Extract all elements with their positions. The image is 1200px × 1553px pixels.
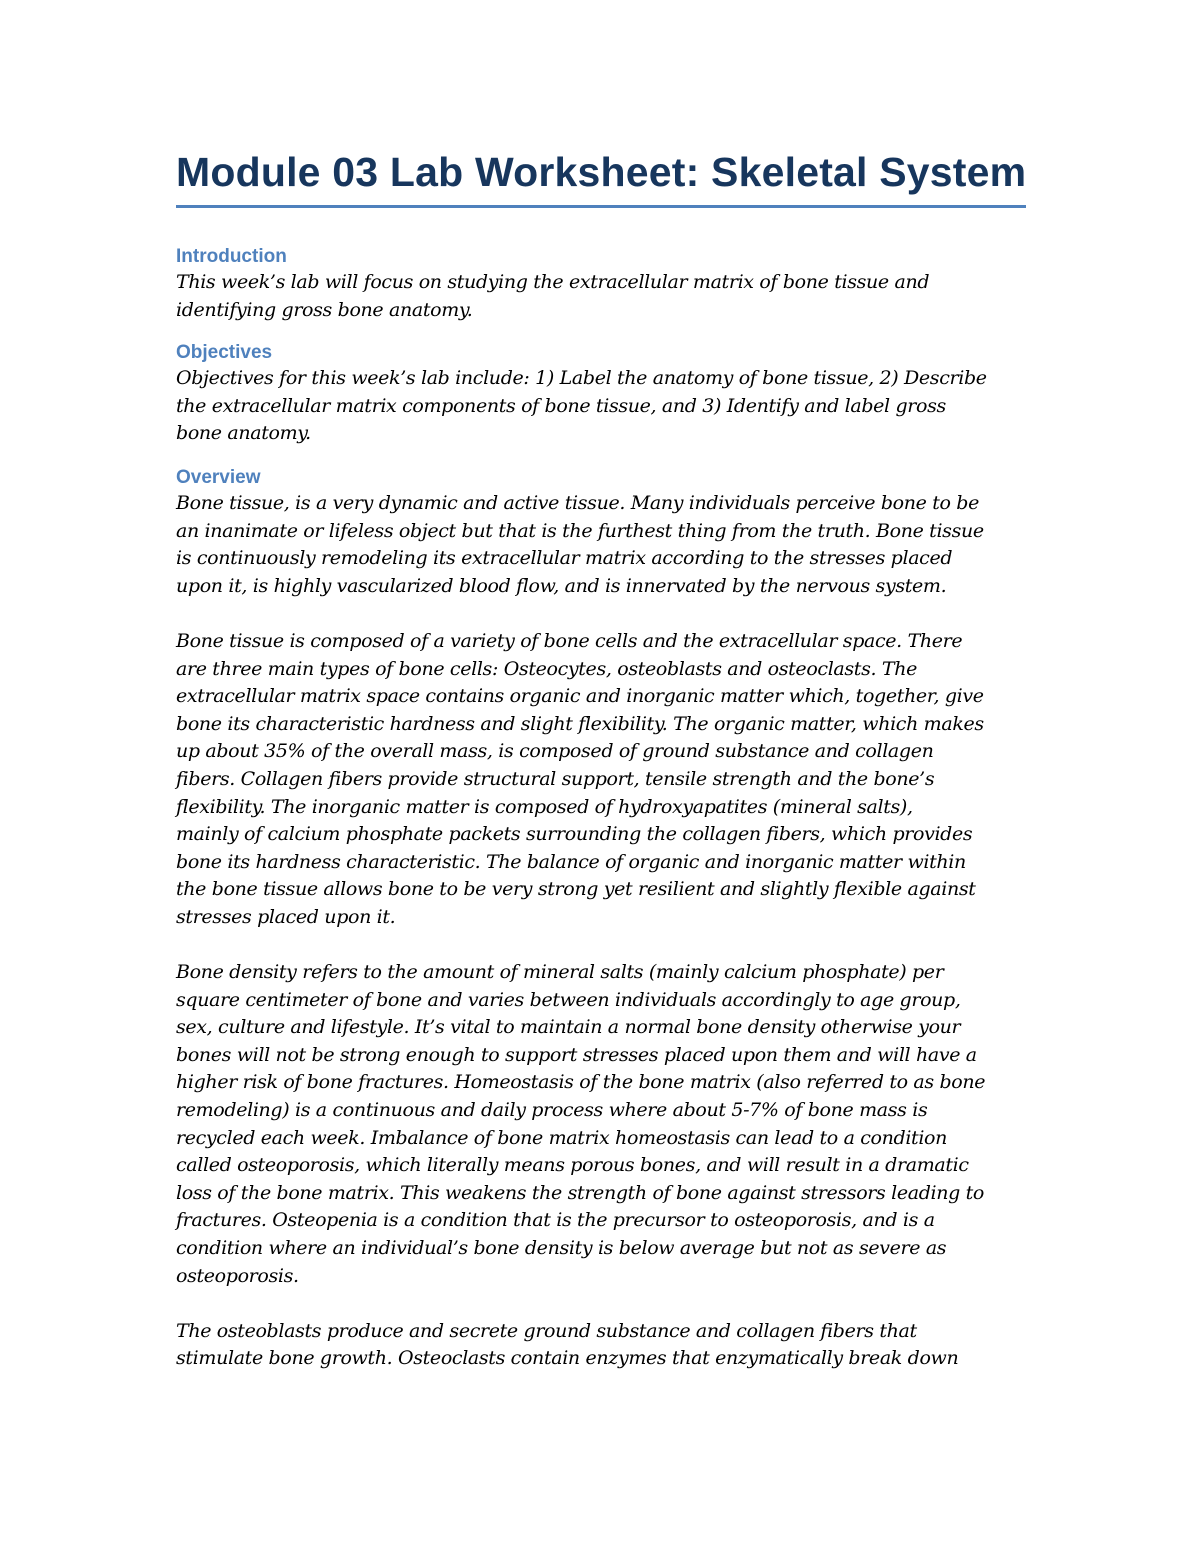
text-line: mainly of calcium phosphate packets surrounding the collagen fibers, which provides [176,823,973,846]
introduction-paragraph [176,269,1026,324]
text-line: fibers. Collagen fibers provide structural support, tensile strength and the bone’s [176,767,935,790]
text-line: sex, culture and lifestyle. It’s vital to maintain a normal bone density otherwise your [176,1016,961,1039]
text-line: Bone tissue, is a very dynamic and active tissue. Many individuals perceive bone to be [176,491,979,514]
text-line: up about 35% of the overall mass, is composed of ground substance and collagen [176,740,934,763]
introduction-section [176,245,1026,324]
text-line: called osteoporosis, which literally means porous bones, and will result in a dramatic [176,1154,969,1177]
overview-section [176,466,1026,1373]
overview-paragraph-3 [176,959,1026,1290]
text-line: flexibility. The inorganic matter is composed of hydroxyapatites (mineral salts), [176,795,913,818]
text-line: bone anatomy. [176,422,311,445]
introduction-heading: Introduction [176,246,287,267]
overview-paragraph-1 [176,490,1026,600]
document-page [176,148,1026,1373]
text-line: are three main types of bone cells: Osteocytes, osteoblasts and osteoclasts. The [176,657,917,680]
text-line: Bone tissue is composed of a variety of bone cells and the extracellular space. There [176,629,963,652]
text-line: condition where an individual’s bone density is below average but not as severe as [176,1237,947,1259]
objectives-section [176,341,1026,448]
text-line: Objectives for this week’s lab include: 1) Label the anatomy of bone tissue, 2) Describe [176,367,987,390]
text-line: an inanimate or lifeless object but that is the furthest thing from the truth. Bone tissue [176,519,984,542]
text-line: upon it, is highly vascularized blood flow, and is innervated by the nervous system. [176,574,947,597]
text-line: higher risk of bone fractures. Homeostasis of the bone matrix (also referred to as bone [176,1071,986,1094]
text-line: Bone density refers to the amount of mineral salts (mainly calcium phosphate) per [176,961,944,984]
text-line: fractures. Osteopenia is a condition that is the precursor to osteoporosis, and is a [176,1209,935,1232]
text-line: the extracellular matrix components of bone tissue, and 3) Identify and label gross [176,394,946,417]
text-line: identifying gross bone anatomy. [176,298,473,321]
overview-paragraph-2 [176,628,1026,932]
overview-paragraph-4 [176,1318,1026,1373]
objectives-heading: Objectives [176,342,273,364]
text-line: loss of the bone matrix. This weakens the strength of bone against stressors leading to [176,1181,985,1204]
text-line: The osteoblasts produce and secrete ground substance and collagen fibers that [176,1319,917,1342]
text-line: extracellular matrix space contains organic and inorganic matter which, together, give [176,685,984,708]
text-line: stresses placed upon it. [176,905,396,928]
text-line: bone its characteristic hardness and slight flexibility. The organic matter, which makes [176,712,984,735]
text-line: square centimeter of bone and varies between individuals accordingly to age group, [176,988,961,1011]
document-title: Module 03 Lab Worksheet: Skeletal System [176,149,1027,195]
text-line: This week’s lab will focus on studying the extracellular matrix of bone tissue and [176,271,930,293]
text-line: the bone tissue allows bone to be very strong yet resilient and slightly flexible against [176,878,976,901]
text-line: osteoporosis. [176,1264,299,1287]
text-line: bones will not be strong enough to support stresses placed upon them and will have a [176,1043,977,1066]
text-line: recycled each week. Imbalance of bone matrix homeostasis can lead to a condition [176,1126,948,1149]
title-underline-rule [176,205,1026,208]
text-line: bone its hardness characteristic. The balance of organic and inorganic matter within [176,850,966,873]
text-line: is continuously remodeling its extracellular matrix according to the stresses placed [176,547,953,570]
text-line: remodeling) is a continuous and daily process where about 5-7% of bone mass is [176,1099,928,1122]
objectives-paragraph [176,365,1026,448]
overview-heading: Overview [176,466,261,488]
text-line: stimulate bone growth. Osteoclasts contain enzymes that enzymatically break down [176,1347,959,1370]
